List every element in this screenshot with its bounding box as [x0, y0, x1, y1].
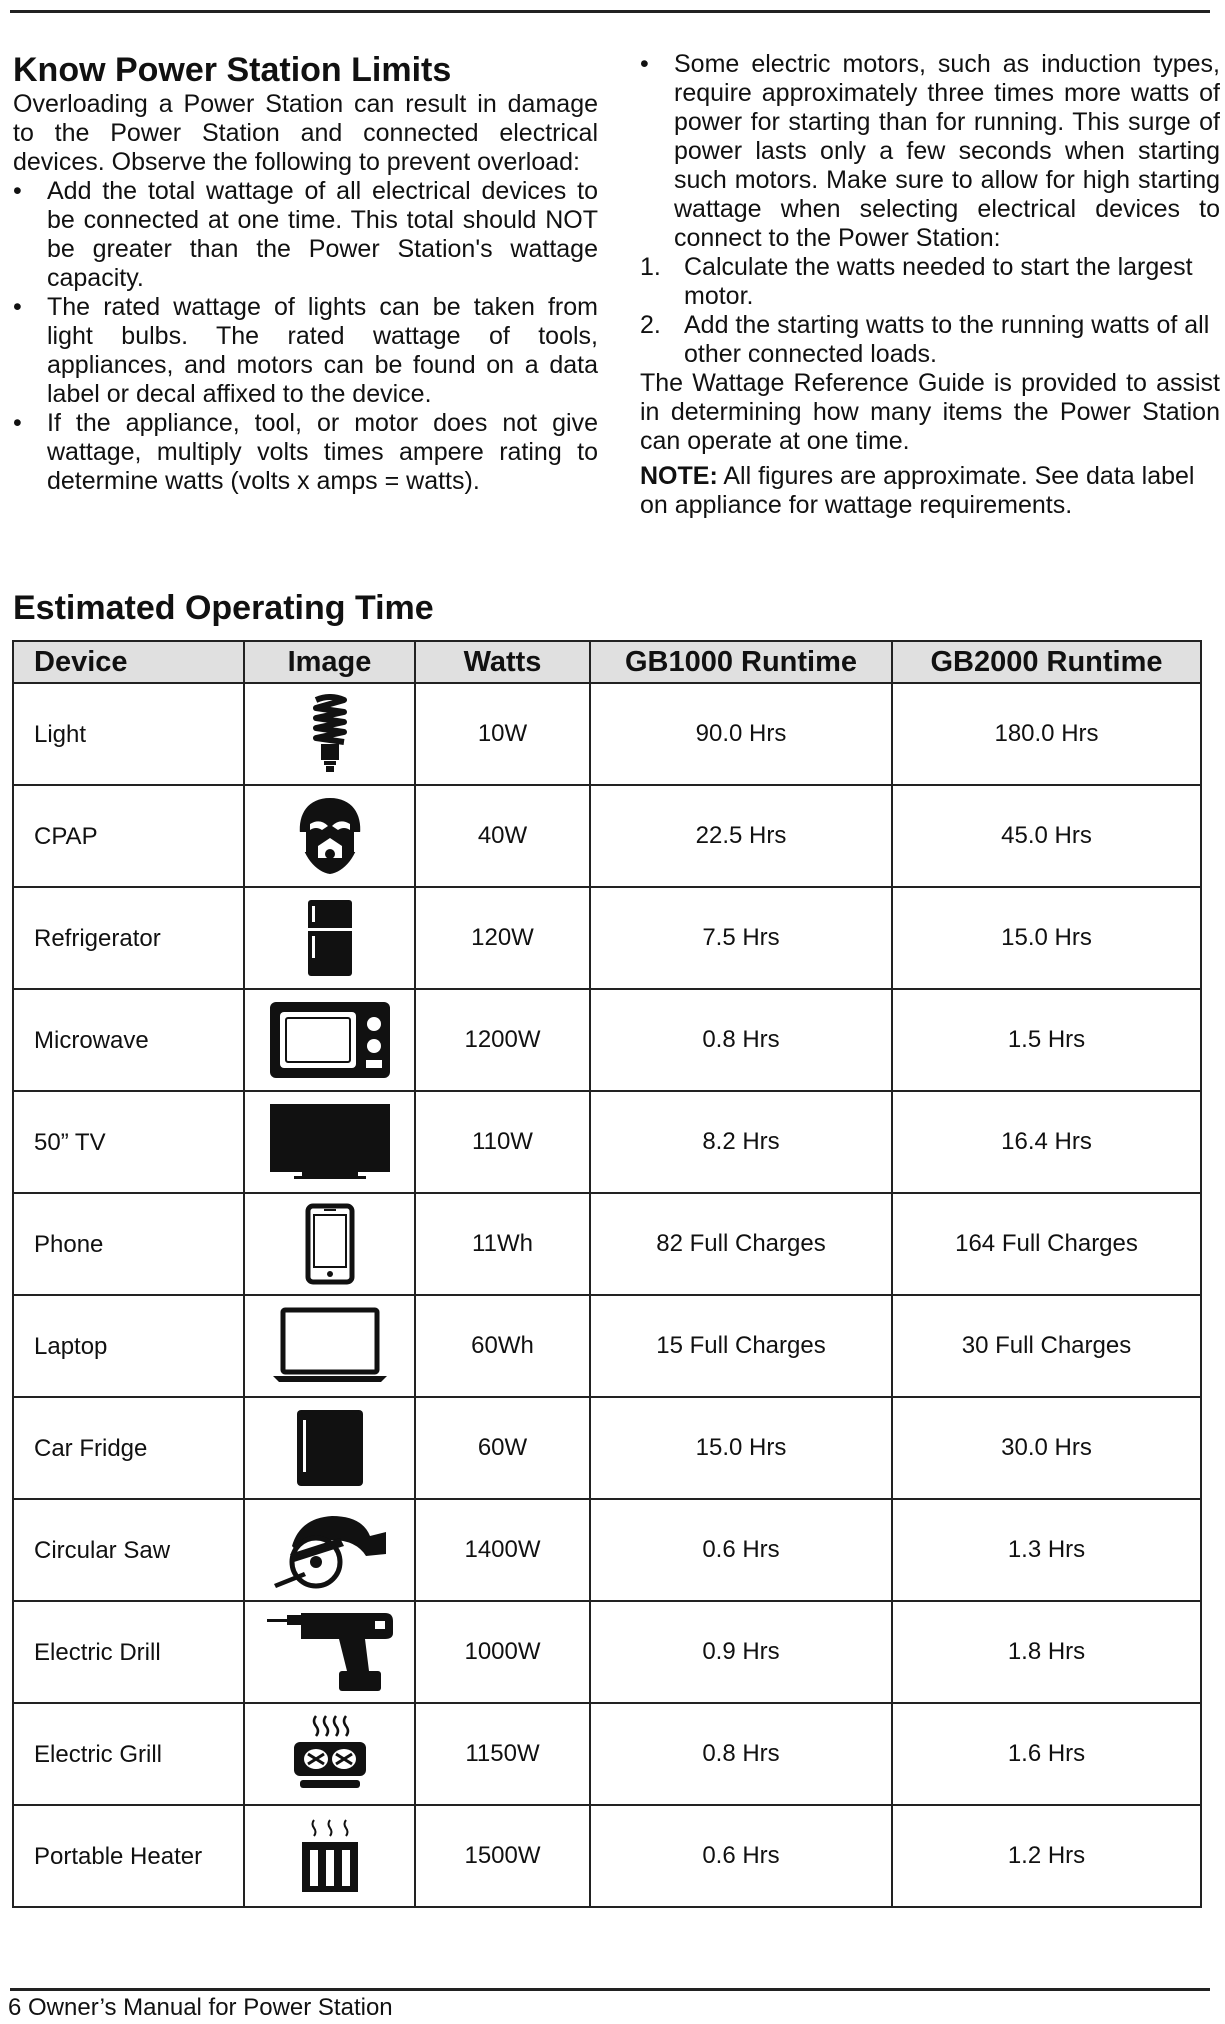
- device-name: Circular Saw: [13, 1499, 244, 1601]
- device-name: Electric Drill: [13, 1601, 244, 1703]
- table-row: [13, 1499, 1201, 1601]
- gb1000-runtime: 82 Full Charges: [590, 1193, 892, 1295]
- car-fridge-icon: [295, 1408, 365, 1488]
- device-name: Electric Grill: [13, 1703, 244, 1805]
- gb1000-runtime: 90.0 Hrs: [590, 683, 892, 785]
- device-name: Phone: [13, 1193, 244, 1295]
- left-column: [13, 50, 598, 496]
- device-name: Microwave: [13, 989, 244, 1091]
- bullet-item: • If the appliance, tool, or motor does not give wattage, multiply volts times ampere rating to determine watts (volts x amps = watts).: [13, 409, 598, 495]
- electric-drill-icon: [265, 1611, 395, 1693]
- gb2000-runtime: 30.0 Hrs: [892, 1397, 1201, 1499]
- gb1000-runtime: 15.0 Hrs: [590, 1397, 892, 1499]
- gb1000-runtime: 8.2 Hrs: [590, 1091, 892, 1193]
- laptop-icon: [271, 1306, 389, 1386]
- portable-heater-icon: [298, 1816, 362, 1896]
- device-name: Portable Heater: [13, 1805, 244, 1907]
- table-row: [13, 1397, 1201, 1499]
- gb1000-runtime: 0.6 Hrs: [590, 1499, 892, 1601]
- page-footer: 6 Owner’s Manual for Power Station: [8, 1994, 393, 2021]
- watts-value: 10W: [415, 683, 590, 785]
- gb1000-runtime: 7.5 Hrs: [590, 887, 892, 989]
- circular-saw-icon: [270, 1510, 390, 1590]
- gb1000-runtime: 0.8 Hrs: [590, 1703, 892, 1805]
- right-column: [640, 50, 1220, 545]
- note-paragraph: [640, 462, 1220, 520]
- table-row: [13, 1295, 1201, 1397]
- bullet-item: • The rated wattage of lights can be taken from light bulbs. The rated wattage of tools, appliances, and motors can be found on a data label or decal affixed to the device.: [13, 293, 598, 408]
- steps-list: [640, 253, 1220, 369]
- table-row: [13, 785, 1201, 887]
- watts-value: 1000W: [415, 1601, 590, 1703]
- refrigerator-icon: [306, 898, 354, 978]
- bullet-item: • Some electric motors, such as induction types, require approximately three times more watts of power for starting than for running. This surge of power lasts only a few seconds when starting such motors. Make sure to allow for high starting wattage when selecting electrical devices to connect to the Power Station:: [640, 50, 1220, 252]
- table-row: [13, 1703, 1201, 1805]
- section-title-limits: Know Power Station Limits: [13, 51, 452, 89]
- watts-value: 1150W: [415, 1703, 590, 1805]
- gb1000-runtime: 0.6 Hrs: [590, 1805, 892, 1907]
- header-watts: Watts: [415, 641, 590, 683]
- gb2000-runtime: 45.0 Hrs: [892, 785, 1201, 887]
- bullet-item: • Add the total wattage of all electrical devices to be connected at one time. This total should NOT be greater than the Power Station's wattage capacity.: [13, 177, 598, 292]
- table-row: [13, 1193, 1201, 1295]
- gb2000-runtime: 1.5 Hrs: [892, 989, 1201, 1091]
- watts-value: 110W: [415, 1091, 590, 1193]
- limits-bullet-list: [13, 177, 598, 496]
- motor-bullet-list: [640, 50, 1220, 253]
- step-item: 2. Add the starting watts to the running watts of all other connected loads.: [640, 311, 1210, 368]
- electric-grill-icon: [290, 1712, 370, 1796]
- gb2000-runtime: 164 Full Charges: [892, 1193, 1201, 1295]
- gb2000-runtime: 16.4 Hrs: [892, 1091, 1201, 1193]
- gb2000-runtime: 1.8 Hrs: [892, 1601, 1201, 1703]
- top-rule: [10, 10, 1210, 13]
- watts-value: 120W: [415, 887, 590, 989]
- guide-paragraph: The Wattage Reference Guide is provided to assist in determining how many items the Power Station can operate at one time.: [640, 369, 1220, 455]
- watts-value: 60Wh: [415, 1295, 590, 1397]
- gb1000-runtime: 0.8 Hrs: [590, 989, 892, 1091]
- cpap-mask-icon: [292, 794, 368, 878]
- watts-value: 40W: [415, 785, 590, 887]
- note-text: All figures are approximate. See data label on appliance for wattage requirements.: [640, 462, 1195, 519]
- table-header-row: [13, 641, 1201, 683]
- microwave-icon: [268, 1000, 392, 1080]
- intro-paragraph: Overloading a Power Station can result in damage to the Power Station and connected electrical devices. Observe the following to prevent overload:: [13, 90, 598, 176]
- table-row: [13, 989, 1201, 1091]
- gb1000-runtime: 0.9 Hrs: [590, 1601, 892, 1703]
- table-row: [13, 1601, 1201, 1703]
- device-name: 50” TV: [13, 1091, 244, 1193]
- device-name: Light: [13, 683, 244, 785]
- gb2000-runtime: 15.0 Hrs: [892, 887, 1201, 989]
- header-image: Image: [244, 641, 415, 683]
- gb2000-runtime: 1.3 Hrs: [892, 1499, 1201, 1601]
- note-label: NOTE:: [640, 462, 718, 490]
- watts-value: 60W: [415, 1397, 590, 1499]
- gb1000-runtime: 15 Full Charges: [590, 1295, 892, 1397]
- gb2000-runtime: 180.0 Hrs: [892, 683, 1201, 785]
- device-name: CPAP: [13, 785, 244, 887]
- device-name: Car Fridge: [13, 1397, 244, 1499]
- gb1000-runtime: 22.5 Hrs: [590, 785, 892, 887]
- operating-time-table: [12, 640, 1202, 1908]
- watts-value: 1400W: [415, 1499, 590, 1601]
- table-row: [13, 887, 1201, 989]
- table-row: [13, 1091, 1201, 1193]
- tv-icon: [268, 1102, 392, 1182]
- header-gb2000: GB2000 Runtime: [892, 641, 1201, 683]
- section-title-operating-time: Estimated Operating Time: [13, 589, 434, 627]
- gb2000-runtime: 1.6 Hrs: [892, 1703, 1201, 1805]
- header-gb1000: GB1000 Runtime: [590, 641, 892, 683]
- watts-value: 1200W: [415, 989, 590, 1091]
- light-bulb-icon: [310, 694, 350, 774]
- device-name: Refrigerator: [13, 887, 244, 989]
- phone-icon: [305, 1203, 355, 1285]
- device-name: Laptop: [13, 1295, 244, 1397]
- table-row: [13, 1805, 1201, 1907]
- watts-value: 1500W: [415, 1805, 590, 1907]
- step-item: 1. Calculate the watts needed to start the largest motor.: [640, 253, 1193, 310]
- header-device: Device: [13, 641, 244, 683]
- watts-value: 11Wh: [415, 1193, 590, 1295]
- bottom-rule: [10, 1988, 1210, 1991]
- gb2000-runtime: 1.2 Hrs: [892, 1805, 1201, 1907]
- table-row: [13, 683, 1201, 785]
- gb2000-runtime: 30 Full Charges: [892, 1295, 1201, 1397]
